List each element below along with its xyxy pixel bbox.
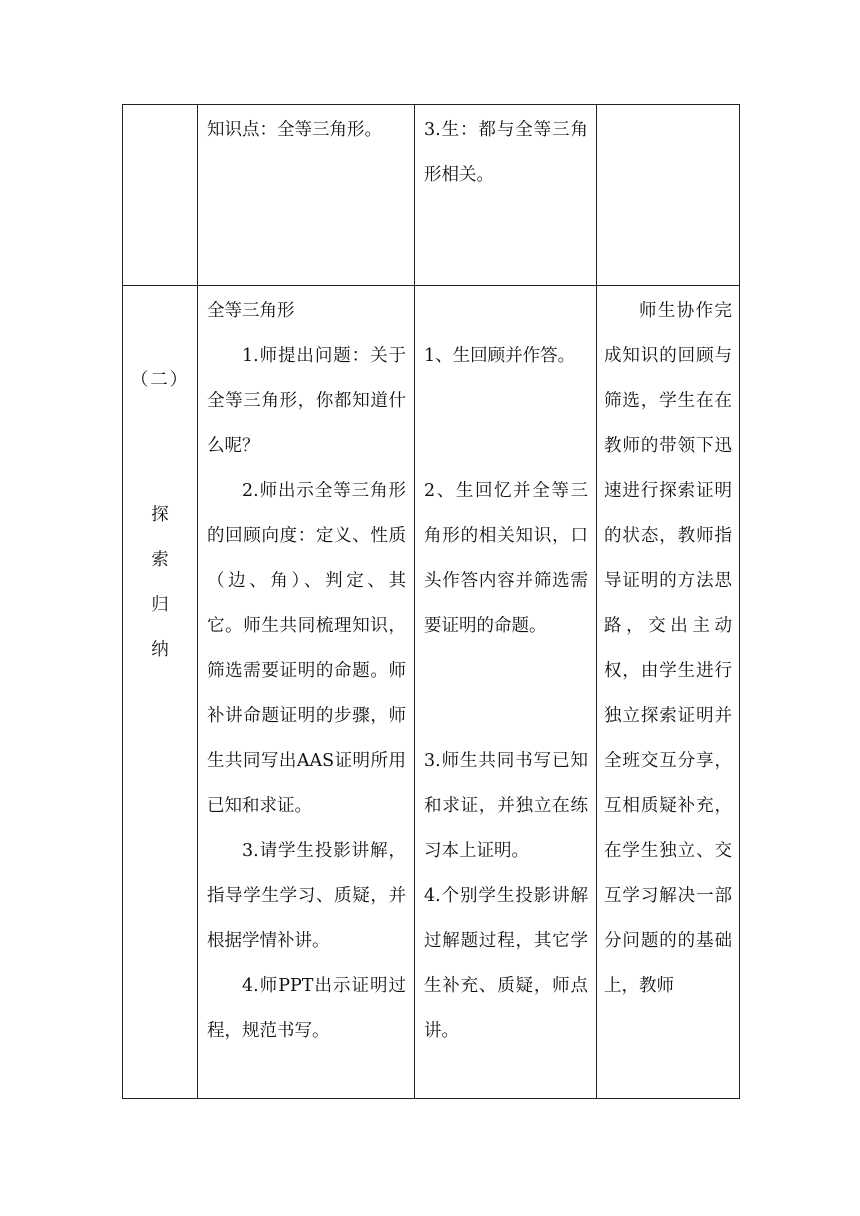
student-step-3: 3.师生共同书写已知和求证，并独立在练习本上证明。 — [424, 751, 588, 861]
student-step-4: 4.个别学生投影讲解过解题过程，其它学生补充、质疑，师点讲。 — [424, 886, 588, 1041]
table-row — [123, 105, 740, 286]
lesson-plan-table — [122, 104, 740, 1099]
stage-text — [123, 105, 197, 108]
teacher-step-2: 2.师出示全等三角形的回顾向度：定义、性质（边、角）、判定、其它。师生共同梳理知识，筛选需要证明的命题。师补讲命题证明的步骤，师生共同写出AAS证明所用已知和求证。 — [207, 481, 406, 816]
teacher-step-4: 4.师PPT出示证明过程，规范书写。 — [207, 976, 406, 1041]
design-intent-text: 师生协作完成知识的回顾与筛选，学生在在教师的带领下迅速进行探索证明的状态，教师指导证明的方法思路，交出主动权，由学生进行独立探索证明并全班交互分享，互相质疑补充，在学生独立、交互学习解决一部分问题的的基础上，教师 — [604, 301, 732, 996]
stage-label-cell — [123, 286, 198, 1099]
knowledge-point-text: 知识点：全等三角形。 — [207, 120, 382, 140]
teacher-heading: 全等三角形 — [207, 301, 295, 321]
teacher-step-3: 3.请学生投影讲解，指导学生学习、质疑，并根据学情补讲。 — [207, 841, 406, 951]
teacher-activity-cell — [198, 105, 415, 286]
stage-name-line2: 归 纳 — [151, 595, 183, 660]
table-row — [123, 286, 740, 1099]
student-step-1: 1、生回顾并作答。 — [424, 346, 576, 366]
design-intent-cell-empty — [597, 105, 740, 286]
teacher-step-1: 1.师提出问题：关于全等三角形，你都知道什么呢？ — [207, 346, 406, 456]
stage-number: （二） — [130, 370, 190, 390]
stage-cell-empty — [123, 105, 198, 286]
student-answer-text: 3.生：都与全等三角形相关。 — [424, 120, 588, 185]
student-activity-cell — [415, 286, 597, 1099]
student-step-2: 2、生回忆并全等三角形的相关知识，口头作答内容并筛选需要证明的命题。 — [424, 481, 588, 636]
intent-text — [597, 105, 739, 108]
design-intent-cell — [597, 286, 740, 1099]
teacher-activity-cell — [198, 286, 415, 1099]
stage-name-line1: 探 索 — [151, 505, 183, 570]
student-activity-cell — [415, 105, 597, 286]
